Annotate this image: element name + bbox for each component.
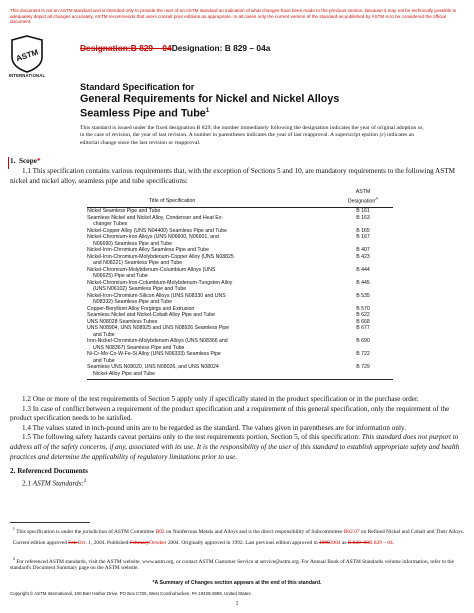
table-cell-title: UNS N08028 Seamless Tubes [87, 318, 158, 325]
table-body [87, 208, 393, 377]
table-cell-title: Seamless UNS N08020, UNS N08026, and UNS N08024 Nickel-Alloy Pipe and Tube [87, 364, 219, 377]
title-line-3: Seamless Pipe and Tube$^1$ [80, 107, 210, 120]
table-cell-designation: B 407 [356, 247, 370, 253]
table-cell-title: Nickel-Chromium-Iron Alloys (UNS N06600, N06601, and N06690) Seamless Pipe and Tube [87, 234, 219, 247]
table-row [87, 293, 393, 306]
table-cell-designation: B 163 [356, 214, 370, 221]
table-cell-designation: B 167 [356, 234, 370, 240]
table-row [87, 254, 393, 267]
spec-table [87, 187, 393, 380]
paragraph-1-2: 1.2 One or more of the test requirements of Section 5 apply only if specifically stated in the product specification or in the purchase order. [22, 395, 419, 403]
table-row [87, 364, 393, 377]
page-number: 1 [235, 601, 239, 607]
table-cell-designation: B 668 [356, 318, 370, 325]
table-row [87, 280, 393, 293]
table-cell-title: Iron-Nickel-Chromium-Molybdenum Alloys (UNS N08366 and UNS N08367) Seamless Pipe and Tube [87, 338, 228, 351]
table-cell-title: Seamless Nickel and Nickel Alloy, Condenser and Heat Ex- changer Tubes [87, 214, 223, 227]
table-cell-title: Seamless Nickel and Nickel-Cobalt Alloy Pipe and Tube [87, 312, 216, 318]
table-cell-designation: B 690 [356, 338, 370, 344]
footnote-rule [10, 522, 90, 523]
table-cell-title: Ni-Cr-Mo-Co-W-Fe-Si Alloy (UNS N06333) Seamless Pipe and Tube [87, 351, 221, 364]
table-cell-title: Nickel-Iron-Chromium-Silicon Alloys (UNS N08330 and UNS N08332) Seamless Pipe and Tube [87, 292, 226, 305]
table-cell-title: UNS N08904, UNS N08925 and UNS N08926 Seamless Pipe and Tube [87, 325, 230, 338]
scope-paragraphs [10, 395, 465, 489]
table-cell-title: Nickel-Iron-Chromium-Molybdenum-Copper Alloy (UNS N08825 and N08221) Seamless Pipe and Tube [87, 253, 234, 266]
table-cell-designation: B 570 [356, 305, 370, 312]
table-row [87, 325, 393, 338]
issued-note: This standard is issued under the fixed designation B 829; the number immediately following the designation indicates the year of original adoption or, in the case of revision, the year of last revision. A number in parentheses indicates the year of last reapproval. A superscript epsilon (ε) indicates an editorial change since the last revision or reapproval. [80, 125, 424, 146]
table-row [87, 351, 393, 364]
table-cell-designation: B 722 [356, 351, 370, 357]
paragraph-1-4: 1.4 The values stated in inch-pound units are to be regarded as the standard. The values given in parentheses are for information only. [22, 423, 406, 432]
table-cell-designation: B 423 [356, 253, 370, 260]
footnote-1-edition: Current edition approved Feb.Oct. 1, 2004. Published FebruaryOctober 2004. Originally approved in 1992. Last previous edition approved in 19992004 as B 829–99B 829 – 04. [12, 540, 395, 546]
table-row [87, 234, 393, 247]
table-col-designation: ASTM Designation$^A$ [347, 189, 379, 205]
scope-heading: 1. Scope* [10, 157, 41, 165]
table-row [87, 215, 393, 228]
table-cell-designation: B 445 [356, 279, 370, 286]
table-bottom-rule [87, 379, 393, 380]
table-cell-designation: B 729 [356, 364, 370, 370]
table-cell-title: Nickel Seamless Pipe and Tube [87, 208, 161, 214]
table-cell-title: Nickel-Chromium-Molybdenum-Columbium Alloys (UNS N06625) Pipe and Tube [87, 266, 216, 279]
designation [80, 43, 270, 53]
table-cell-designation: B 622 [356, 312, 370, 318]
table-cell-title: Nickel-Iron-Chromium Alloy Seamless Pipe and Tube [87, 247, 209, 253]
paragraph-1-5: 1.5 The following safety hazards caveat pertains only to the test requirements portion, Section 5, of this specification: This standard does not purport to address all of the safety concerns, if any, associated with its use. It is the responsibility of the user of this standard to establish appropriate safety and health practices and determine the applicability of regulatory limitations prior to use. [10, 433, 460, 461]
table-header [87, 187, 393, 208]
table-cell-designation: B 444 [356, 266, 370, 273]
table-cell-designation: B 165 [356, 227, 370, 234]
table-cell-designation: B 677 [356, 325, 370, 331]
title-footnote-mark: 1 [205, 108, 210, 114]
designation-new: Designation: B 829 – 04a [171, 43, 271, 53]
table-cell-title: Nickel-Chromium-Iron-Columbium-Molybdenum-Tungsten Alloy (UNS N06102) Seamless Pipe and Tube [87, 279, 233, 292]
footnote-1: $^1$ This specification is under the jurisdiction of ASTM Committee B02 on Nonferrous Metals and Alloys and is the direct responsibility of Subcommittee B02.07 on Refined Nickel and Cobalt and Their Alloys. [12, 526, 465, 535]
paragraph-2-1: 2.1 ASTM Standards:$^2$ [22, 478, 87, 488]
logo-text: ASTM [14, 47, 40, 64]
table-cell-title: Nickel-Copper Alloy (UNS N04400) Seamless Pipe and Tube [87, 227, 227, 234]
table-cell-designation: B 161 [356, 208, 370, 214]
summary-of-changes-note: *A Summary of Changes section appears at the end of this standard. [152, 580, 322, 586]
logo-caption: INTERNATIONAL [8, 73, 46, 78]
table-cell-title: Copper-Beryllium Alloy Forgings and Extrusion [87, 305, 195, 312]
table-row [87, 267, 393, 280]
referenced-documents-heading: 2. Referenced Documents [10, 467, 88, 476]
table-col-title: Title of Specification [149, 198, 196, 204]
designation-old: Designation:B 829 – 04 [80, 43, 172, 53]
astm-logo [10, 35, 44, 73]
footnote-2: $^2$ For referenced ASTM standards, visit the ASTM website, www.astm.org, or contact ASTM Customer Service at service@astm.org. For Annual Book of ASTM Standards volume information, refer to the standard's Document Summary page on the ASTM website. [10, 556, 455, 572]
title-line-2: General Requirements for Nickel and Nickel Alloys [80, 92, 340, 105]
table-row [87, 338, 393, 351]
copyright-line: Copyright © ASTM International, 100 Barr Harbor Drive, PO Box C700, West Conshohocken, PA 19428-2959, United States. [10, 591, 252, 596]
page-title [80, 82, 440, 120]
title-line-1: Standard Specification for [80, 82, 195, 92]
table-cell-designation: B 535 [356, 292, 370, 299]
paragraph-1-3: 1.3 In case of conflict between a requirement of the product specification and a requirement of this general specification, only the requirement of the product specification needs to be satisfied. [10, 404, 450, 423]
paragraph-1-1: 1.1 This specification contains various requirements that, with the exception of Sections 5 and 10, are mandatory requirements to the following ASTM nickel and nickel alloy, seamless pipe and tube specifications: [10, 167, 456, 185]
document-notice: This document is not an ASTM standard and is intended only to provide the user of an ASTM standard an indication of what changes have been made to the previous version. Because it may not be technically possible to adequately depict all changes accurately, ASTM recommends that users consult prior editions as appropriate. In all cases only the current version of the standard as published by ASTM is to be considered the official document. [10, 8, 457, 25]
